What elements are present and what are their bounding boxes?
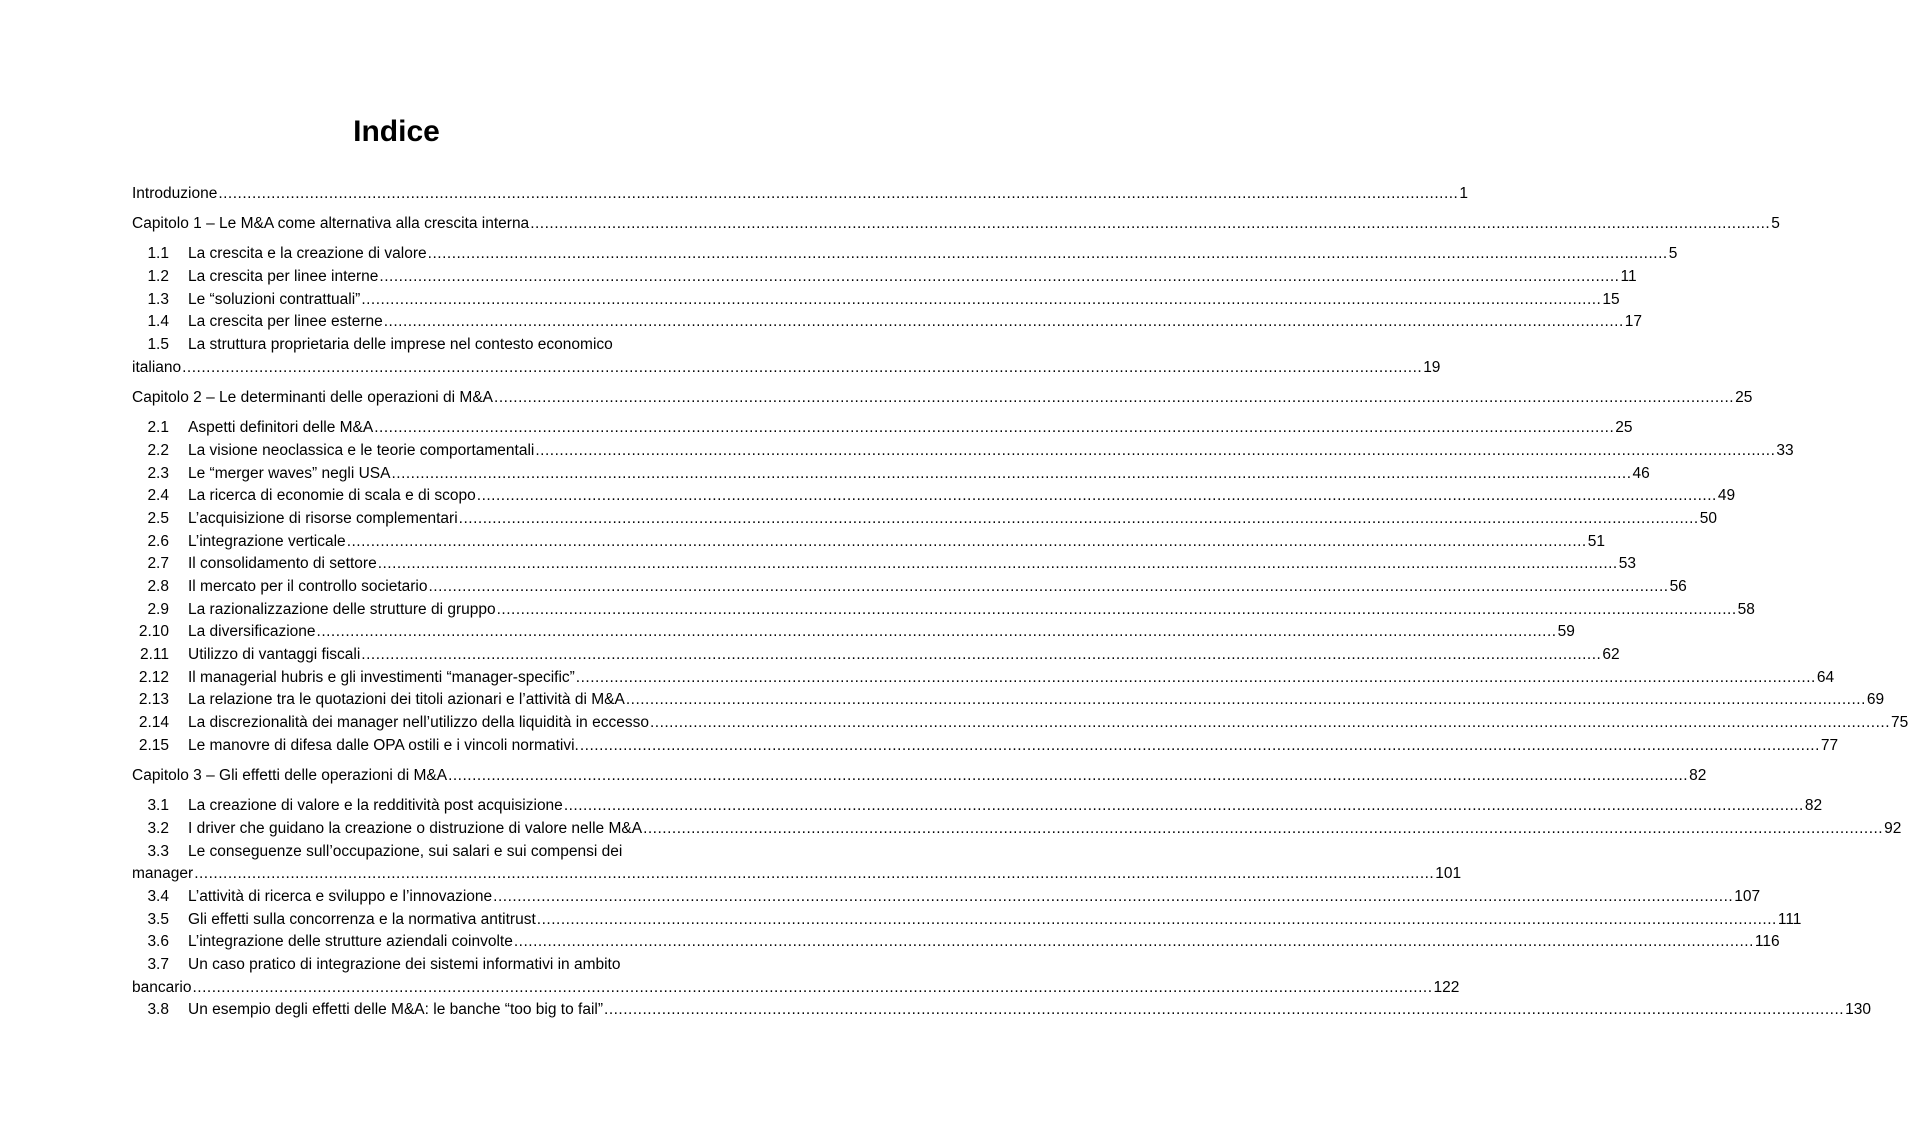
toc-page-number: 130	[1845, 1001, 1871, 1019]
toc-entry-line	[132, 183, 1468, 206]
toc-entry	[132, 334, 698, 357]
toc-entry-text: Un esempio degli effetti delle M&A: le banche “too big to fail”	[188, 1001, 604, 1019]
dot-leader	[192, 977, 1432, 1000]
toc-entry	[132, 954, 698, 977]
toc-entry-line	[132, 712, 1908, 735]
toc-page-number: 82	[1804, 797, 1823, 815]
toc-entry-number: 3.7	[147, 956, 169, 973]
dot-leader	[182, 357, 1422, 380]
toc-page-number: 1	[1459, 185, 1468, 202]
toc-page-number: 122	[1433, 978, 1460, 996]
toc-entry-text: La crescita e la creazione di valore	[188, 245, 427, 263]
toc-entry-number: 2.7	[147, 555, 169, 573]
dot-leader	[576, 667, 1816, 690]
toc-entry-number: 2.6	[147, 532, 169, 550]
dot-leader	[391, 463, 1631, 486]
dot-leader	[379, 266, 1619, 289]
dot-leader	[494, 387, 1734, 410]
toc-entry-text: Le “merger waves” negli USA	[188, 464, 391, 482]
toc-entry-text: La discrezionalità dei manager nell’utilizzo della liquidità in eccesso	[188, 714, 649, 732]
toc-entry-line	[132, 841, 698, 864]
toc-page-number: 25	[1615, 419, 1633, 437]
toc-entry-line	[132, 213, 1780, 236]
toc-entry-line	[132, 357, 1441, 380]
dot-leader	[643, 818, 1883, 841]
dot-leader	[530, 213, 1770, 236]
toc-entry-line	[132, 999, 1871, 1022]
dot-leader	[448, 765, 1688, 788]
toc-entry-text: Capitolo 3 – Gli effetti delle operazioni di M&A	[132, 767, 448, 784]
toc-entry	[132, 485, 1736, 508]
toc-entry-text: L’integrazione delle strutture aziendali coinvolte	[188, 933, 513, 951]
toc-entry-number: 3.8	[147, 1001, 169, 1019]
dot-leader	[477, 485, 1717, 508]
toc-entry-line	[132, 689, 1885, 712]
toc-entry-text: La crescita per linee esterne	[188, 313, 383, 331]
dot-leader	[361, 289, 1601, 312]
toc-entry-line	[132, 553, 1636, 576]
toc-page-number: 11	[1620, 268, 1637, 286]
toc-chapter-entry	[132, 765, 1707, 788]
toc-entry-line	[132, 531, 1605, 554]
toc-entry-text: La crescita per linee interne	[188, 268, 379, 286]
toc-entry	[132, 689, 1885, 712]
toc-entry-line	[132, 818, 1902, 841]
toc-entry-number: 2.12	[138, 668, 169, 686]
dot-leader	[564, 795, 1804, 818]
toc-entry-number: 2.5	[147, 509, 169, 527]
toc-page-number: 64	[1816, 668, 1835, 686]
dot-leader	[428, 243, 1668, 266]
toc-entry-number: 1.5	[147, 336, 169, 354]
toc-entry	[132, 667, 1835, 690]
toc-page-number: 59	[1557, 623, 1575, 641]
toc-page-number: 17	[1624, 313, 1643, 331]
toc-chapter-entry	[132, 213, 1780, 236]
toc-entry	[132, 266, 1637, 289]
toc-page-number: 58	[1737, 600, 1755, 618]
dot-leader	[194, 863, 1434, 886]
toc-entry	[132, 531, 1605, 554]
toc-page-number: 62	[1602, 646, 1620, 664]
toc-entry-number: 2.4	[147, 487, 169, 505]
toc-page-number: 69	[1866, 691, 1885, 709]
toc-entry-line	[132, 644, 1620, 667]
toc-entry-text: italiano	[132, 358, 182, 376]
toc-page-number: 49	[1717, 487, 1736, 505]
table-of-contents	[132, 183, 1908, 1022]
toc-entry-number: 2.9	[147, 600, 169, 618]
toc-entry-line	[132, 485, 1736, 508]
toc-page-number: 111	[1777, 910, 1802, 928]
toc-entry-text: La creazione di valore e la redditività post acquisizione	[188, 797, 563, 815]
toc-entry-line	[132, 909, 1802, 932]
toc-entry-text: Capitolo 1 – Le M&A come alternativa alla crescita interna	[132, 215, 530, 233]
toc-entry-line	[132, 387, 1753, 410]
toc-entry-line	[132, 954, 698, 977]
toc-entry	[132, 576, 1687, 599]
toc-entry	[132, 735, 1839, 758]
dot-leader	[626, 689, 1866, 712]
toc-entry-line	[132, 977, 1460, 1000]
dot-leader	[347, 531, 1587, 554]
dot-leader	[535, 440, 1775, 463]
toc-page-number: 25	[1735, 389, 1753, 406]
toc-page-number: 92	[1884, 819, 1902, 837]
toc-entry-number: 1.3	[147, 290, 169, 308]
toc-entry-number: 3.2	[147, 819, 169, 837]
toc-page-number: 5	[1771, 215, 1780, 233]
toc-page-number: 116	[1754, 933, 1780, 951]
toc-entry	[132, 417, 1633, 440]
toc-entry-text: Le conseguenze sull’occupazione, sui salari e sui compensi dei	[188, 842, 623, 860]
toc-page-number: 46	[1632, 464, 1650, 482]
toc-entry-text: Il managerial hubris e gli investimenti “manager-specific”	[188, 668, 575, 686]
toc-entry-text: Introduzione	[132, 185, 218, 202]
dot-leader	[650, 712, 1890, 735]
toc-entry	[132, 508, 1717, 531]
toc-page-number: 51	[1587, 532, 1605, 550]
toc-entry	[132, 553, 1636, 576]
toc-page-number: 15	[1602, 290, 1620, 308]
toc-entry-number: 3.5	[147, 910, 169, 928]
toc-entry-number: 1.1	[147, 245, 169, 263]
toc-entry-line	[132, 508, 1717, 531]
toc-entry-line	[132, 243, 1678, 266]
dot-leader	[384, 311, 1624, 334]
toc-chapter-entry	[132, 183, 1468, 206]
toc-entry	[132, 243, 1678, 266]
toc-chapter-entry	[132, 387, 1753, 410]
toc-entry-line	[132, 289, 1620, 312]
toc-entry	[132, 440, 1794, 463]
toc-entry-text: La ricerca di economie di scala e di scopo	[188, 487, 476, 505]
toc-entry-text: Un caso pratico di integrazione dei sistemi informativi in ambito	[188, 956, 621, 973]
toc-entry-line	[132, 931, 1780, 954]
toc-entry-text: manager	[132, 865, 194, 883]
toc-entry-text: La visione neoclassica e le teorie comportamentali	[188, 441, 535, 459]
toc-page-number: 82	[1689, 767, 1707, 784]
toc-entry-line	[132, 735, 1839, 758]
toc-entry-continuation	[132, 357, 1441, 380]
toc-page-number: 77	[1820, 736, 1839, 754]
toc-entry-text: Il mercato per il controllo societario	[188, 578, 428, 595]
toc-page-number: 19	[1423, 358, 1441, 376]
toc-entry-line	[132, 795, 1823, 818]
toc-entry-line	[132, 576, 1687, 599]
toc-entry-text: L’attività di ricerca e sviluppo e l’innovazione	[188, 887, 493, 905]
toc-entry-number: 3.4	[147, 887, 169, 905]
toc-entry-line	[132, 863, 1462, 886]
toc-page-number: 33	[1776, 441, 1794, 459]
toc-entry-text: La struttura proprietaria delle imprese nel contesto economico	[188, 336, 613, 354]
toc-entry-continuation	[132, 977, 1460, 1000]
toc-entry-number: 2.1	[147, 419, 169, 437]
toc-entry-text: I driver che guidano la creazione o distruzione di valore nelle M&A	[188, 819, 643, 837]
dot-leader	[514, 931, 1754, 954]
toc-entry-line	[132, 621, 1575, 644]
toc-entry	[132, 311, 1643, 334]
toc-entry-number: 1.4	[147, 313, 169, 331]
toc-entry-line	[132, 440, 1794, 463]
toc-entry-text: Capitolo 2 – Le determinanti delle operazioni di M&A	[132, 389, 494, 406]
dot-leader	[459, 508, 1699, 531]
toc-entry	[132, 999, 1871, 1022]
toc-entry-text: Utilizzo di vantaggi fiscali	[188, 646, 361, 664]
toc-page-number: 75	[1891, 714, 1908, 732]
toc-page-number: 5	[1668, 245, 1678, 263]
toc-entry	[132, 621, 1575, 644]
toc-entry-number: 2.3	[147, 464, 169, 482]
toc-entry-line	[132, 463, 1650, 486]
toc-entry-line	[132, 417, 1633, 440]
toc-entry-text: Le “soluzioni contrattuali”	[188, 290, 361, 308]
toc-entry-number: 2.15	[138, 736, 169, 754]
toc-page-number: 50	[1699, 509, 1717, 527]
dot-leader	[374, 417, 1614, 440]
toc-entry	[132, 931, 1780, 954]
toc-entry-text: Il consolidamento di settore	[188, 555, 377, 573]
toc-entry	[132, 644, 1620, 667]
dot-leader	[317, 621, 1557, 644]
toc-entry-number: 2.13	[138, 691, 169, 709]
toc-page-number: 56	[1669, 578, 1687, 595]
toc-entry-line	[132, 667, 1835, 690]
dot-leader	[378, 553, 1618, 576]
toc-entry-text: Gli effetti sulla concorrenza e la normativa antitrust	[188, 910, 536, 928]
page-title: Indice	[353, 115, 440, 148]
toc-entry-text: bancario	[132, 978, 192, 996]
toc-entry-number: 3.6	[147, 933, 169, 951]
dot-leader	[497, 599, 1737, 622]
toc-entry-line	[132, 599, 1755, 622]
dot-leader	[361, 644, 1601, 667]
toc-entry	[132, 795, 1823, 818]
toc-entry-text: Aspetti definitori delle M&A	[188, 419, 374, 437]
toc-entry-continuation	[132, 863, 1462, 886]
toc-entry-text: L’acquisizione di risorse complementari	[188, 509, 458, 527]
dot-leader	[218, 183, 1458, 206]
toc-page-number: 107	[1734, 887, 1761, 905]
toc-page-number: 53	[1618, 555, 1636, 573]
toc-entry-text: Le manovre di difesa dalle OPA ostili e i vincoli normativi.	[188, 736, 579, 754]
toc-entry-number: 2.8	[147, 578, 169, 595]
toc-entry-number: 3.3	[147, 842, 169, 860]
toc-entry	[132, 712, 1908, 735]
toc-entry-line	[132, 886, 1761, 909]
toc-entry	[132, 818, 1902, 841]
toc-entry	[132, 909, 1802, 932]
toc-entry	[132, 463, 1650, 486]
toc-entry-line	[132, 334, 698, 357]
toc-entry-number: 3.1	[147, 797, 169, 815]
toc-entry-line	[132, 765, 1707, 788]
toc-entry-number: 2.11	[139, 646, 169, 664]
dot-leader	[580, 735, 1820, 758]
toc-entry	[132, 886, 1761, 909]
toc-entry-line	[132, 311, 1643, 334]
toc-entry-text: L’integrazione verticale	[188, 532, 346, 550]
toc-entry	[132, 289, 1620, 312]
toc-entry	[132, 841, 698, 864]
toc-entry-line	[132, 266, 1637, 289]
dot-leader	[537, 909, 1777, 932]
toc-entry-number: 2.10	[138, 623, 169, 641]
dot-leader	[429, 576, 1669, 599]
toc-entry-text: La razionalizzazione delle strutture di gruppo	[188, 600, 496, 618]
toc-page-number: 101	[1435, 865, 1462, 883]
toc-entry-text: La diversificazione	[188, 623, 316, 641]
dot-leader	[604, 999, 1844, 1022]
dot-leader	[493, 886, 1733, 909]
toc-entry	[132, 599, 1755, 622]
toc-entry-number: 2.2	[147, 441, 169, 459]
toc-entry-text: La relazione tra le quotazioni dei titoli azionari e l’attività di M&A	[188, 691, 625, 709]
toc-entry-number: 1.2	[147, 268, 169, 286]
toc-entry-number: 2.14	[138, 714, 169, 732]
